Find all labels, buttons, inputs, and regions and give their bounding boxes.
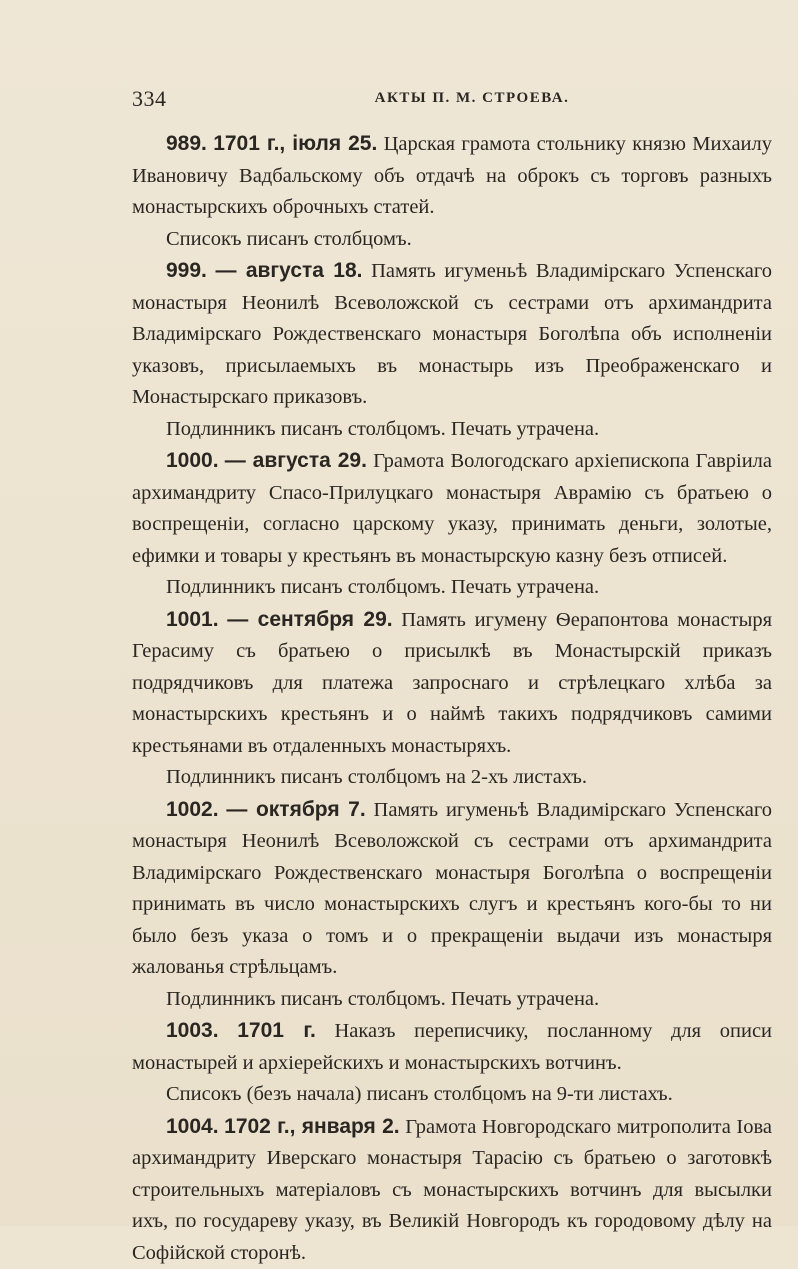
- entry-note: Подлинникъ писанъ столбцомъ. Печать утрачена.: [132, 984, 772, 1016]
- entry-text: Грамота Вологодскаго архіепископа Гавріила архимандриту Спасо-Прилуцкаго монастыря Аврамію съ братьею о воспрещеніи, согласно царскому указу, принимать деньги, золотые, ефимки и товары у крестьянъ въ монастырскую казну безъ отписей.: [132, 450, 772, 567]
- entry-text: Память игуменьѣ Владимірскаго Успенскаго монастыря Неонилѣ Всеволожской съ сестрами отъ архимандрита Владимірскаго Рождественскаго монастыря Боголѣпа объ исполненіи указовъ, присылаемыхъ въ монастырь изъ Преображенскаго и Монастырскаго приказовъ.: [132, 260, 772, 408]
- entry-date: — августа 29.: [225, 449, 367, 472]
- entry-date: 1701 г.: [237, 1019, 316, 1042]
- entry-description: [132, 128, 772, 224]
- entry-1001: [132, 604, 772, 794]
- entry-number: 999.: [166, 259, 207, 282]
- entry-number: 1001.: [166, 608, 219, 631]
- entry-date: 1702 г., января 2.: [224, 1115, 399, 1138]
- entry-date: — августа 18.: [216, 259, 363, 282]
- entry-number: 1000.: [166, 449, 219, 472]
- entry-number: 1004.: [166, 1115, 219, 1138]
- entry-1003: [132, 1015, 772, 1111]
- entry-date: — сентября 29.: [227, 608, 392, 631]
- entry-description: [132, 1015, 772, 1079]
- entry-text: Наказъ переписчику, посланному для описи монастырей и архіерейскихъ и монастырскихъ вотчинъ.: [132, 1020, 772, 1074]
- running-head: АКТЫ П. М. СТРОЕВА.: [132, 90, 772, 107]
- entry-text: Царская грамота стольнику князю Михаилу Ивановичу Вадбальскому объ отдачѣ на оброкъ съ торговъ разныхъ монастырскихъ оброчныхъ статей.: [132, 133, 772, 218]
- page-header: [132, 86, 772, 116]
- entry-note: Подлинникъ писанъ столбцомъ на 2-хъ листахъ.: [132, 762, 772, 794]
- entry-note: Подлинникъ писанъ столбцомъ. Печать утрачена.: [132, 572, 772, 604]
- entry-description: [132, 445, 772, 572]
- entry-description: [132, 794, 772, 984]
- entry-note: Списокъ (безъ начала) писанъ столбцомъ на 9-ти листахъ.: [132, 1079, 772, 1111]
- entry-date: 1701 г., іюля 25.: [213, 132, 377, 155]
- entry-description: [132, 255, 772, 414]
- entry-text: Память игуменьѣ Владимірскаго Успенскаго монастыря Неонилѣ Всеволожской съ сестрами отъ архимандрита Владимірскаго Рождественскаго монастыря Боголѣпа о воспрещеніи принимать въ число монастырскихъ слугъ и крестьянъ кого-бы то ни было безъ указа о томъ и о прекращеніи выдачи изъ монастыря жалованья стрѣльцамъ.: [132, 799, 772, 979]
- entry-text: Грамота Новгородскаго митрополита Іова архимандриту Иверскаго монастыря Тарасію съ братьею о заготовкѣ строительныхъ матеріаловъ съ монастырскихъ вотчинъ для высылки ихъ, по государеву указу, въ Великій Новгородъ къ городовому дѣлу на Софійской сторонѣ.: [132, 1116, 772, 1264]
- entry-note: Списокъ писанъ столбцомъ.: [132, 224, 772, 256]
- entry-description: [132, 1111, 772, 1269]
- entry-description: [132, 604, 772, 763]
- entry-number: 989.: [166, 132, 207, 155]
- entry-989: [132, 128, 772, 255]
- entry-number: 1002.: [166, 798, 219, 821]
- entry-text: Память игумену Ѳерапонтова монастыря Герасиму съ братьею о присылкѣ въ Монастырскій приказъ подрядчиковъ для платежа запроснаго и стрѣлецкаго хлѣба за монастырскихъ крестьянъ и о наймѣ такихъ подрядчиковъ самими крестьянами въ отдаленныхъ монастыряхъ.: [132, 609, 772, 757]
- entry-1004: [132, 1111, 772, 1269]
- entry-1000: [132, 445, 772, 604]
- entry-999: [132, 255, 772, 445]
- entry-note: Подлинникъ писанъ столбцомъ. Печать утрачена.: [132, 414, 772, 446]
- entry-date: — октября 7.: [226, 798, 365, 821]
- entry-1002: [132, 794, 772, 1016]
- document-body: [132, 128, 772, 1269]
- entry-number: 1003.: [166, 1019, 219, 1042]
- page-number: 334: [132, 86, 167, 112]
